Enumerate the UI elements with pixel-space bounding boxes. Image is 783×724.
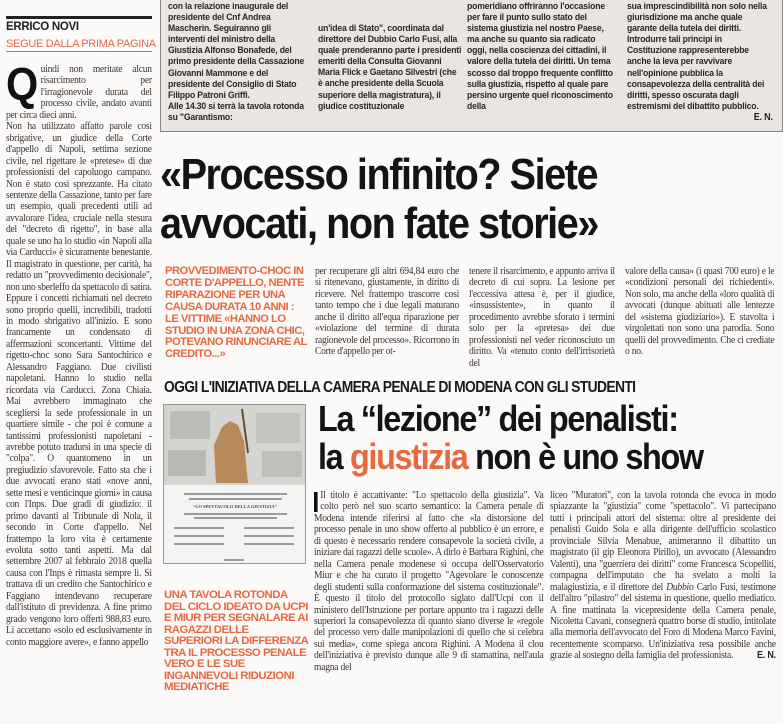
paragraph: uindi non meritate alcun risarcimento per l'irragionevole durata del processo civile, andato avanti per circa dieci anni. bbox=[6, 64, 152, 121]
sidebar-blurb: UNA TAVOLA ROTONDA DEL CICLO IDEATO DA UCPI E MIUR PER SEGNALARE AI RAGAZZI DELLE SUPERIORI LA DIFFERENZA TRA IL PROCESSO PENALE VERO E LE SUE INGANNEVOLI RIDUZIONI MEDIATICHE bbox=[164, 589, 308, 693]
drop-cap: Q bbox=[6, 58, 38, 110]
article-column: tenere il risarcimento, e appunto arriva il decreto di cui sopra. La lesione per l'eccessiva attesa è, per il giudice, «insussistente», in quanto il procedimento avrebbe sforato i termini solo per la «pretesa» dei due professionisti nel veder riconosciuto un diritto. Va «tenuto conto dell'irrisorietà del bbox=[469, 266, 615, 369]
poster-title: “LO SPETTACOLO DELLA GIUSTIZIA” bbox=[193, 504, 277, 509]
article-text: liceo "Muratori", con la tavola rotonda che evoca in modo spiazzante la "giustizia" come "spettacolo". Vi partecipano tutti i principali attori del sistema: oltre al presidente dei penalisti Guido Sola e alla dirigente dell'ufficio scolastico provinciale Silvia Menabue, animeranno il dibattito un magistrato (il gip Eleonora Pirillo), un avvocato (Alessandro Valenti), una "guerriera dei diritti" come Francesca Scopelliti, compagna dell'imputato che ha svelato a molti la malagiustizia, e il direttore del bbox=[550, 490, 776, 593]
newspaper-name: Dubbio bbox=[666, 581, 694, 593]
continued-link[interactable]: SEGUE DALLA PRIMA PAGINA bbox=[6, 38, 156, 50]
article-text: Il titolo è accattivante: "Lo spettacolo della giustizia". Va colto però nel suo scarto semantico: la Camera penale di Modena intende riferirsi al fatto che «la distorsione del processo penale in uno show offerto al pubblico è un errore, e di questo è necessario rendere consapevole la società civile, a iniziare dai ragazzi delle scuole». A dirlo è Barbara Righini, che nella Camera penale modenese si occupa dell'Osservatorio Miur e che ha curato il progetto "Agevolare le conoscenze degli studenti sulla conformazione del sistema costituzionale". È questo il titolo del protocollo siglato dall'Ucpi con il ministero dell'Istruzione per portare appunto tra i ragazzi delle superiori la consapevolezza di quanto siano diverse le «regole del processo vero dalle manipolazioni di quello che si celebra sui media», come spiega ancora Righini. A Modena il clou dell'iniziativa è previsto dunque alle 9 di stamattina, nell'aula magna del bbox=[314, 490, 544, 673]
article-column bbox=[314, 490, 544, 673]
divider bbox=[6, 16, 152, 19]
box-column: pomeridiano offriranno l'occasione per fare il punto sullo stato del sistema giustizia nel nostro Paese, ma anche su quanto sia radicato oggi, nella coscienza dei cittadini, il valore della tutela dei diritti. Un tema scosso dal troppo frequente conflitto sulla giustizia, rispetto al quale pare persino urgente quel riconoscimento della bbox=[467, 1, 613, 112]
bar-marker bbox=[314, 492, 318, 512]
article-column bbox=[550, 490, 776, 662]
signature: E. N. bbox=[753, 111, 773, 123]
article-column: valore della causa» (i quasi 700 euro) e le «condizioni personali dei richiedenti». Non solo, ma anche della «loro qualità di avvocati (dunque abituati alle lentezze del «sistema giudiziario»). E stavolta i virgolettati non sono una parodia. Sono quelli del provvedimento. Che ci crediate o no. bbox=[625, 266, 775, 358]
kicker: OGGI L'INIZIATIVA DELLA CAMERA PENALE DI MODENA CON GLI STUDENTI bbox=[164, 379, 636, 396]
author-byline: ERRICO NOVI bbox=[6, 21, 79, 33]
headline-line: La “lezione” dei penalisti: bbox=[318, 398, 678, 439]
poster-illustration bbox=[164, 405, 306, 564]
headline-line bbox=[318, 438, 777, 476]
article-text: Carlo Fusi, testimone dell'altro "pilastro" del sistema in questione, quello mediatico. A fine mattinata la vicepresidente della Camera penale, Nicoletta Cavani, consegnerà quattro borse di studio, intitolate alla memoria dell'avvocato del Foro di Modena Marco Favini, recentemente scomparso. Un'iniziativa resa possibile anche grazie al sostegno della famiglia del professionista. bbox=[550, 581, 776, 662]
box-column bbox=[627, 1, 773, 123]
headline-text: la bbox=[318, 436, 350, 477]
left-article bbox=[6, 0, 156, 724]
secondary-headline bbox=[318, 400, 777, 476]
box-text: sua imprescindibilità non solo nella giurisdizione ma anche quale garante della tutela dei diritti. Introdurre tali principi in Costituzione rappresenterebbe anche la leva per ravvivare nell'opinione pubblica la consapevolezza della centralità dei diritti, spesso oscurata dagli estremismi del dibattito pubblico. bbox=[627, 1, 767, 112]
headline-text: non è uno show bbox=[467, 436, 703, 477]
paragraph: Non ha utilizzato affatto parole così sbrigative, un giudice della Corte d'appello di Napoli, settima sezione civile, nel rigettare le «pretese» di due professionisti del capoluogo campano. Non è stato così sprezzante. Ha citato sentenze della Cassazione, tanto per fare un esempio, quali precedenti utili ad avvalorare l'idea, cruciale nella stesura del "decreto di rigetto", in base alla quale se uno ha lo studio «in Napoli alla via Carducci» è sicuramente benestante. Il magistrato in questione, per carità, ha redatto un "provvedimento decisionale", non uno sberleffo da spettacolo di satira. Eppure i concetti richiamati nel decreto sono proprio quelli, incredibili, tradotti in modo sbrigativo all'inizio. E sono francamente un condensato di affermazioni sconcertanti. Vittime del rigetto-choc sono Sara Santochirico e Alessandro Faggiano. Due civilisti napoletani. Hanno lo studio nella ricordata via Carducci. Zona Chiaia. Mai avrebbero immaginato che scegliersi la sede professionale in un quartiere simile - che poi è comune a tantissimi professionisti napoletani - avrebbe potuto tradursi in una specie di "colpa". O quantomeno in un pregiudizio sfavorevole. Fatto sta che i due avvocati erano stati «nove anni, sette mesi e venticinque giorni» in causa con l'Inps. Due gradi di giudizio: il primo davanti al Tribunale di Nola, il secondo in Corte d'appello. Nel frattempo la loro vita è certamente evoluta sotto tanti aspetti. Ma dal settembre 2007 al febbraio 2018 quella causa con l'Inps è rimasta sempre lì. Si trattava di un credito che Santochirico e Faggiano intendevano recuperare dall'istituto di previdenza. A fine primo grado vengono loro offerti 988,83 euro. Li accettano «solo ed esclusivamente in conto maggiore avere», e fanno appello bbox=[6, 121, 152, 648]
box-column: un'idea di Stato", coordinata dal direttore del Dubbio Carlo Fusi, alla quale prenderanno parte i presidenti emeriti della Consulta Giovanni Maria Flick e Gaetano Silvestri (che è anche presidente della Scuola superiore della magistratura), il giudice costituzionale bbox=[318, 23, 462, 112]
signature: E. N. bbox=[757, 650, 776, 662]
info-box bbox=[160, 0, 783, 132]
subhead: PROVVEDIMENTO-CHOC IN CORTE D'APPELLO, NENTE RIPARAZIONE PER UNA CAUSA DURATA 10 ANNI : LE VITTIME «HANNO LO STUDIO IN UNA ZONA CHIC, POTEVANO RINUNCIARE AL CREDITO...» bbox=[165, 265, 307, 361]
article-body bbox=[6, 58, 152, 648]
headline-accent: giustizia bbox=[349, 436, 468, 477]
article-column: per recuperare gli altri 694,84 euro che si ritenevano, giustamente, in diritto di ricevere. Nel frattempo trascorre così tanto tempo che i due legali maturano anche il diritto all'equa riparazione per «violazione del termine di durata ragionevole del processo». Ricorrono in Corte d'appello per ot- bbox=[315, 266, 459, 358]
event-poster-image bbox=[163, 404, 306, 564]
headline-text: «Processo infinito? Siete avvocati, non fate storie» bbox=[160, 150, 598, 248]
main-headline bbox=[160, 150, 781, 248]
box-column: con la relazione inaugurale del presidente del Cnf Andrea Mascherin. Seguiranno gli interventi del ministro della Giustizia Alfonso Bonafede, del primo presidente della Cassazione Giovanni Mammone e del presidente del Consiglio di Stato Filippo Patroni Griffi. Alle 14.30 si terrà la tavola rotonda su "Garantismo: bbox=[168, 1, 305, 123]
